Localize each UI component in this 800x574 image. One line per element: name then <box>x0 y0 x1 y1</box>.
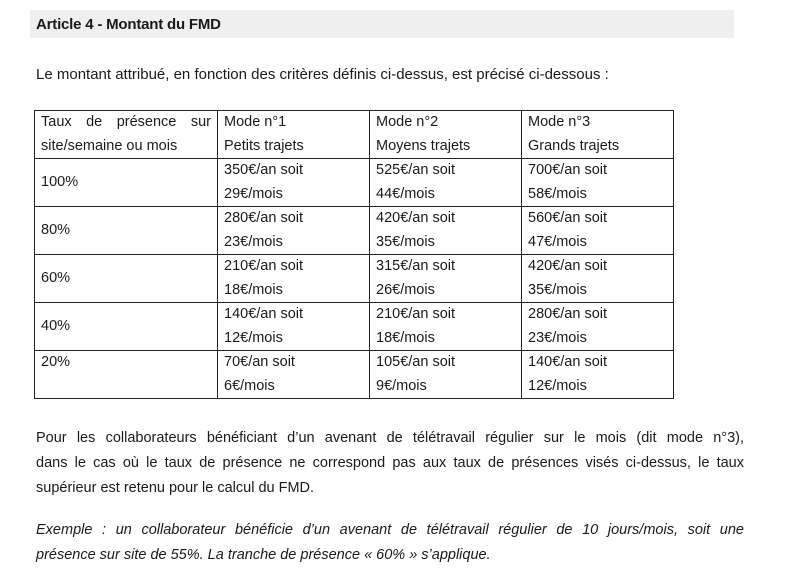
header-mode-1-subtitle: Petits trajets <box>224 137 304 154</box>
annual-amount: 700€/an soit <box>528 162 608 178</box>
header-presence-line2: site/semaine ou mois <box>41 137 178 154</box>
amount-cell <box>522 351 674 399</box>
table-row <box>35 303 674 351</box>
amount-cell <box>522 303 674 351</box>
fmd-amount-table <box>34 110 674 399</box>
table-row <box>35 351 674 399</box>
rule-paragraph <box>36 426 744 501</box>
annual-amount: 280€/an soit <box>528 306 608 322</box>
monthly-amount: 44€/mois <box>376 185 435 202</box>
table-row <box>35 159 674 207</box>
rate-cell: 100% <box>35 159 218 207</box>
table-header-row <box>35 111 674 159</box>
annual-amount: 105€/an soit <box>376 354 456 370</box>
example-line: présence sur site de 55%. La tranche de présence « 60% » s’applique. <box>36 547 491 563</box>
monthly-amount: 35€/mois <box>528 281 587 298</box>
amount-cell <box>522 255 674 303</box>
annual-amount: 210€/an soit <box>376 306 456 322</box>
amount-cell <box>522 159 674 207</box>
amount-cell <box>370 159 522 207</box>
intro-text: Le montant attribué, en fonction des critères définis ci-dessus, est précisé ci-dessous : <box>36 66 609 83</box>
monthly-amount: 18€/mois <box>376 329 435 346</box>
example-line: Exemple : un collaborateur bénéficie d’un avenant de télétravail régulier de 10 jours/mois, soit une <box>36 522 744 538</box>
header-mode-2 <box>370 111 522 159</box>
annual-amount: 420€/an soit <box>528 258 608 274</box>
header-mode-3 <box>522 111 674 159</box>
header-presence-rate <box>35 111 218 159</box>
header-presence-line1: Taux de présence sur <box>41 114 211 130</box>
rule-paragraph-line: Pour les collaborateurs bénéficiant d’un avenant de télétravail régulier sur le mois (dit mode n°3), <box>36 430 744 446</box>
monthly-amount: 29€/mois <box>224 185 283 202</box>
monthly-amount: 26€/mois <box>376 281 435 298</box>
monthly-amount: 18€/mois <box>224 281 283 298</box>
annual-amount: 315€/an soit <box>376 258 456 274</box>
monthly-amount: 47€/mois <box>528 233 587 250</box>
amount-cell <box>522 207 674 255</box>
monthly-amount: 35€/mois <box>376 233 435 250</box>
annual-amount: 140€/an soit <box>224 306 304 322</box>
article-heading: Article 4 - Montant du FMD <box>36 16 221 33</box>
header-mode-2-title: Mode n°2 <box>376 114 439 130</box>
monthly-amount: 12€/mois <box>528 377 587 394</box>
rule-paragraph-line: supérieur est retenu pour le calcul du FMD. <box>36 480 315 496</box>
rule-paragraph-line: dans le cas où le taux de présence ne correspond pas aux taux de présences visés ci-dessus, le taux <box>36 455 744 471</box>
monthly-amount: 23€/mois <box>528 329 587 346</box>
monthly-amount: 58€/mois <box>528 185 587 202</box>
rate-cell: 40% <box>35 303 218 351</box>
amount-cell <box>218 303 370 351</box>
annual-amount: 560€/an soit <box>528 210 608 226</box>
amount-cell <box>370 303 522 351</box>
header-mode-2-subtitle: Moyens trajets <box>376 137 471 154</box>
amount-cell <box>370 207 522 255</box>
table-row <box>35 207 674 255</box>
rate-cell: 20% <box>35 351 218 399</box>
annual-amount: 140€/an soit <box>528 354 608 370</box>
annual-amount: 280€/an soit <box>224 210 304 226</box>
monthly-amount: 23€/mois <box>224 233 283 250</box>
rate-cell: 60% <box>35 255 218 303</box>
amount-cell <box>218 207 370 255</box>
monthly-amount: 6€/mois <box>224 377 275 394</box>
header-mode-3-title: Mode n°3 <box>528 114 591 130</box>
annual-amount: 70€/an soit <box>224 354 295 370</box>
amount-cell <box>370 351 522 399</box>
annual-amount: 350€/an soit <box>224 162 304 178</box>
annual-amount: 525€/an soit <box>376 162 456 178</box>
monthly-amount: 12€/mois <box>224 329 283 346</box>
header-mode-1-title: Mode n°1 <box>224 114 287 130</box>
annual-amount: 210€/an soit <box>224 258 304 274</box>
rate-cell: 80% <box>35 207 218 255</box>
header-mode-1 <box>218 111 370 159</box>
amount-cell <box>218 255 370 303</box>
annual-amount: 420€/an soit <box>376 210 456 226</box>
table-row <box>35 255 674 303</box>
header-mode-3-subtitle: Grands trajets <box>528 137 620 154</box>
amount-cell <box>218 351 370 399</box>
amount-cell <box>370 255 522 303</box>
example-paragraph <box>36 518 744 568</box>
amount-cell <box>218 159 370 207</box>
monthly-amount: 9€/mois <box>376 377 427 394</box>
